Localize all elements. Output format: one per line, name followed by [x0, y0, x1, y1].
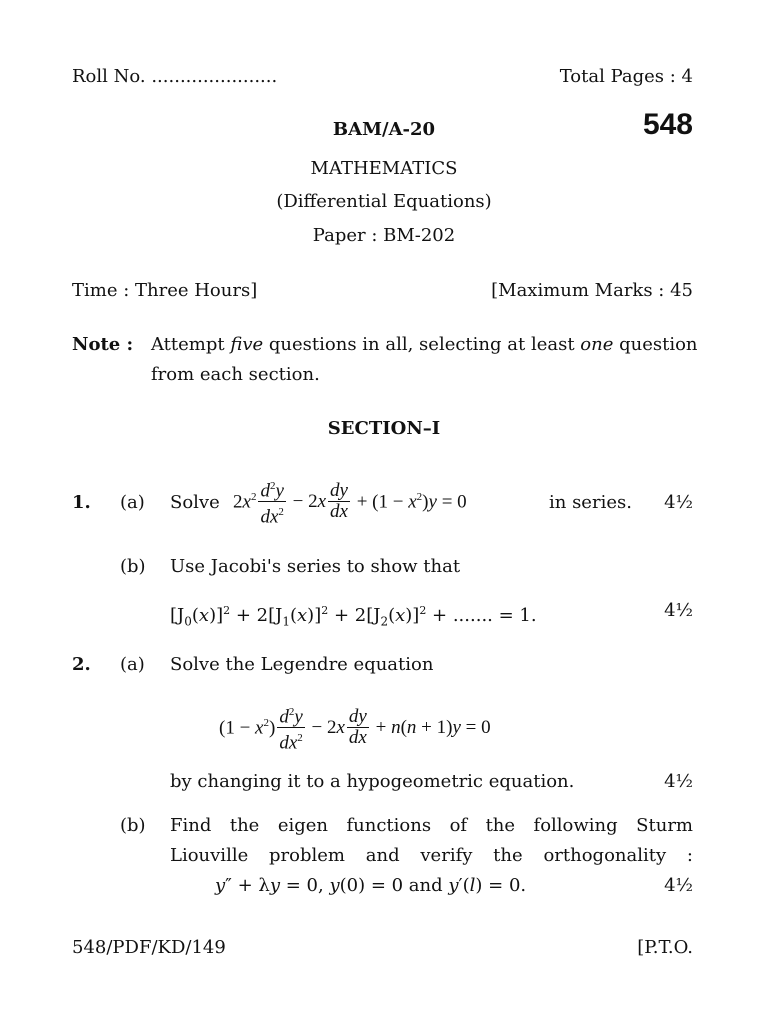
part-label: (a): [120, 654, 145, 675]
maximum-marks: [Maximum Marks : 45: [491, 280, 693, 301]
note-line-2: from each section.: [151, 364, 320, 385]
marks: 4½: [664, 600, 693, 621]
solve-word: Solve: [170, 492, 220, 513]
footer-code: 548/PDF/KD/149: [72, 937, 226, 958]
note-emphasis-five: five: [230, 334, 264, 355]
question-number: 1.: [72, 492, 91, 513]
q2a-text: Solve the Legendre equation: [170, 654, 434, 675]
pto-marker: [P.T.O.: [637, 937, 693, 958]
q1b-text: Use Jacobi's series to show that: [170, 556, 461, 577]
marks: 4½: [664, 492, 693, 513]
q2b-line-2: Liouville problem and verify the orthogonality :: [170, 845, 693, 866]
topic: (Differential Equations): [276, 191, 492, 212]
q2a-text-2: by changing it to a hypogeometric equation.: [170, 771, 575, 792]
subject: MATHEMATICS: [310, 158, 458, 179]
part-label: (a): [120, 492, 145, 513]
marks: 4½: [664, 875, 693, 896]
time-allowed: Time : Three Hours]: [72, 280, 258, 301]
part-label: (b): [120, 815, 146, 836]
marks: 4½: [664, 771, 693, 792]
section-title: SECTION–I: [327, 418, 441, 439]
q1a-tail: in series.: [549, 492, 632, 513]
total-pages: Total Pages : 4: [559, 66, 693, 87]
exam-code: BAM/A-20: [332, 119, 436, 140]
legendre-equation: $(1 - x^2)$ $\frac{d^2y}{dx^2}$ − 2x $\frac{dy}{dx}$ + n(n + 1)y = 0: [219, 702, 491, 754]
paper-code: Paper : BM-202: [312, 225, 456, 246]
note-text: Attempt: [151, 334, 231, 355]
roll-no: Roll No. ......................: [72, 66, 278, 87]
q1b-equation: $[J_0(x)]^2 + 2[J_1(x)]^2 + 2[J_2(x)]^2$ + ....... = 1.: [170, 604, 537, 629]
note-text: questions in all, selecting at least: [263, 334, 581, 355]
note-label: Note :: [72, 334, 134, 355]
paper-number: 548: [642, 108, 693, 141]
note-text: question: [613, 334, 698, 355]
sturm-liouville-equation: y″ + λy = 0, y(0) = 0 and y′(l) = 0.: [215, 875, 527, 896]
note-emphasis-one: one: [580, 334, 614, 355]
note-line-1: [151, 334, 698, 356]
question-number: 2.: [72, 654, 91, 675]
q1a-equation: $2x^2$ $\frac{d^2y}{dx^2}$ − 2x $\frac{dy}{dx}$ + $(1 - x^2)y = 0$: [233, 476, 467, 528]
part-label: (b): [120, 556, 146, 577]
q2b-line-1: Find the eigen functions of the following Sturm: [170, 815, 693, 836]
